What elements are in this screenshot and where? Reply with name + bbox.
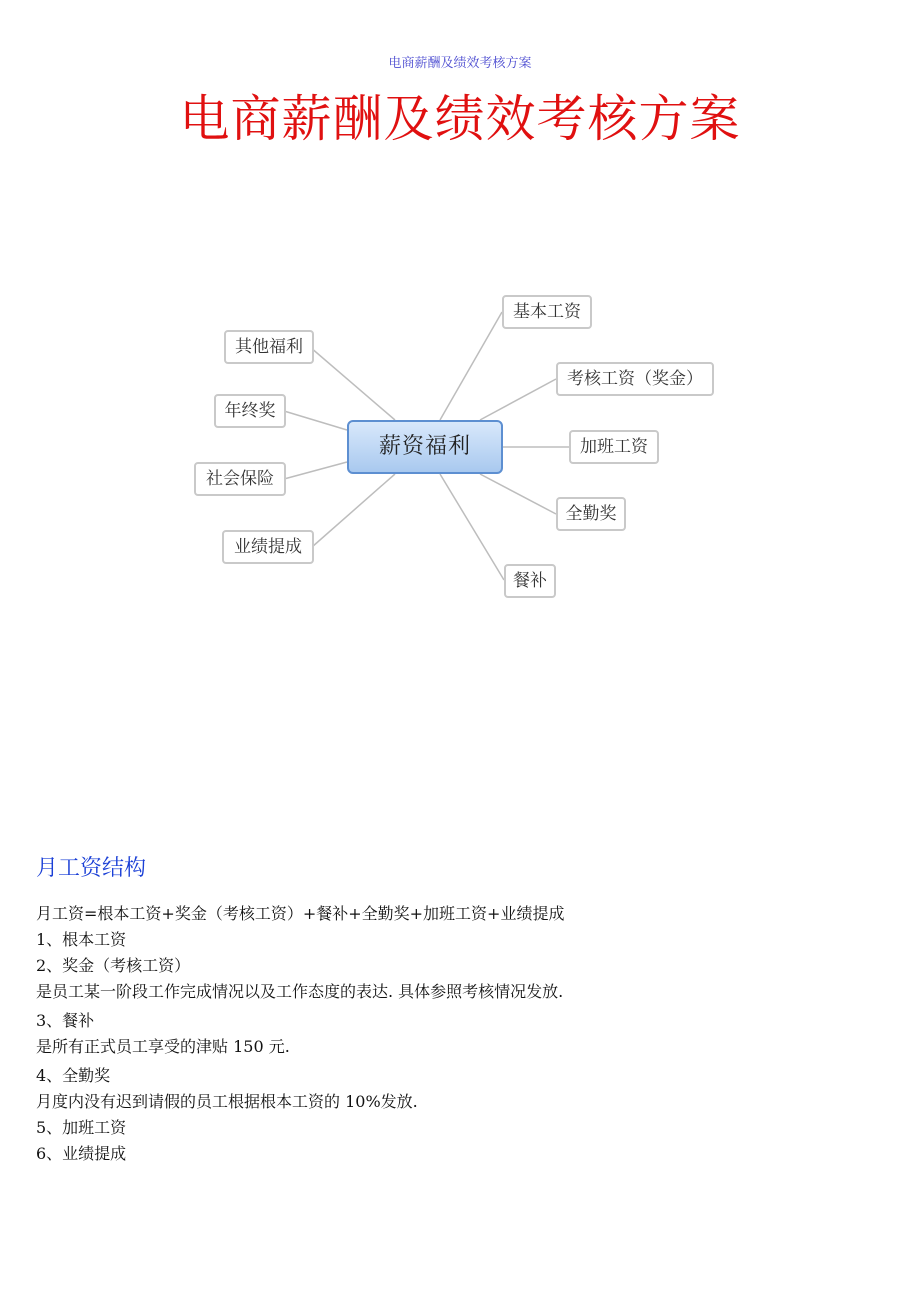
connector-performance-commission [312,474,395,547]
connector-attendance-bonus [480,474,556,514]
item-performance-commission: 6、业绩提成 [36,1144,127,1163]
running-header: 电商薪酬及绩效考核方案 [388,56,532,71]
connector-meal-allowance [440,474,504,580]
mindmap-node-performance-commission: 业绩提成 [222,530,314,564]
mindmap-node-assessment-salary: 考核工资（奖金） [556,362,714,396]
mindmap-node-overtime-pay: 加班工资 [569,430,659,464]
mindmap-node-social-insurance: 社会保险 [194,462,286,496]
item-meal-allowance: 3、餐补 [36,1011,95,1030]
item-attendance-bonus: 4、全勤奖 [36,1066,111,1085]
mindmap-center-node: 薪资福利 [347,420,503,474]
connector-other-benefits [310,347,395,420]
item-attendance-bonus-description: 月度内没有迟到请假的员工根据根本工资的 10%发放. [36,1092,418,1111]
section-body [36,901,896,1167]
connector-year-end-bonus [284,411,347,430]
mindmap-node-other-benefits: 其他福利 [224,330,314,364]
mindmap-node-meal-allowance: 餐补 [504,564,556,598]
section-heading: 月工资结构 [36,856,147,881]
connector-assessment-salary [480,379,556,420]
connector-social-insurance [284,462,347,479]
item-meal-allowance-description: 是所有正式员工享受的津贴 150 元. [36,1037,290,1056]
item-overtime-pay: 5、加班工资 [36,1118,127,1137]
connector-base-salary [440,312,502,420]
item-bonus: 2、奖金（考核工资） [36,956,191,975]
salary-formula: 月工资=根本工资+奖金（考核工资）+餐补+全勤奖+加班工资+业绩提成 [36,904,565,923]
mindmap-node-attendance-bonus: 全勤奖 [556,497,626,531]
mindmap-node-year-end-bonus: 年终奖 [214,394,286,428]
document-title: 电商薪酬及绩效考核方案 [179,90,741,148]
item-bonus-description: 是员工某一阶段工作完成情况以及工作态度的表达. 具体参照考核情况发放. [36,982,564,1001]
item-base-salary: 1、根本工资 [36,930,127,949]
mindmap-node-base-salary: 基本工资 [502,295,592,329]
